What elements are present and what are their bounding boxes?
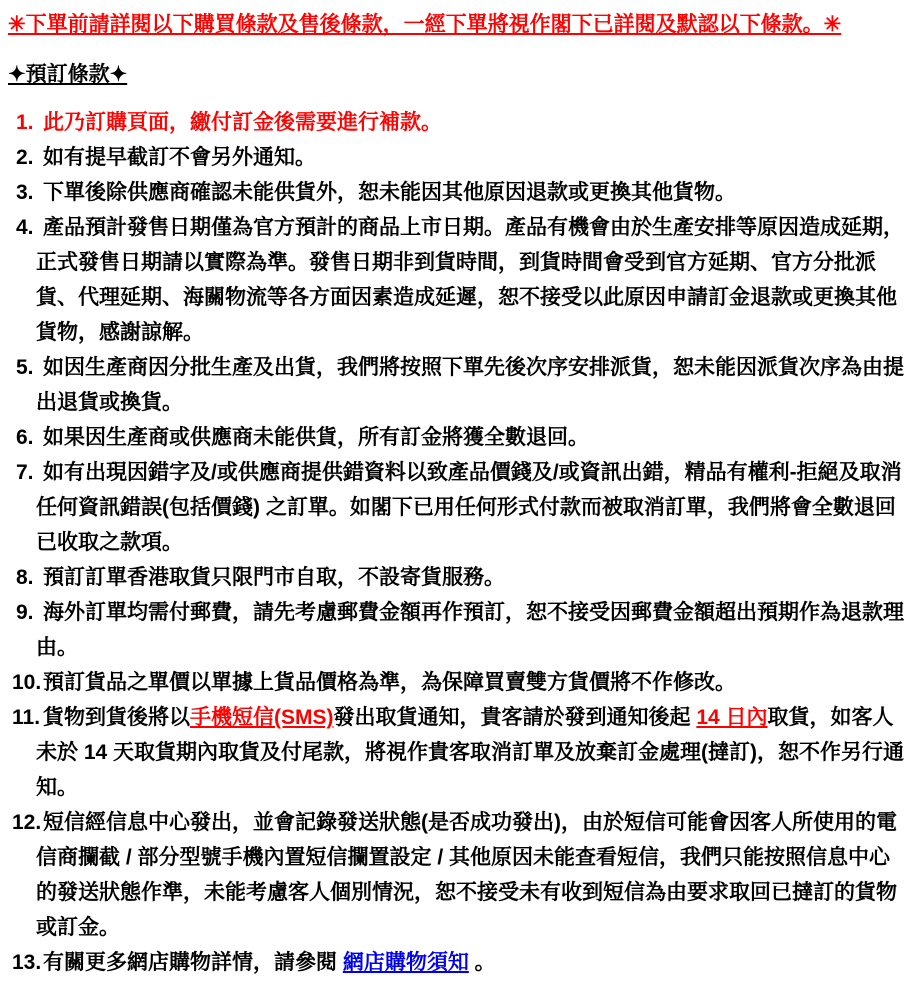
term-text: 預訂訂單香港取貨只限門市自取，不設寄貨服務。: [43, 566, 505, 589]
term-number: 13.: [12, 951, 42, 974]
term-text: 如果因生產商或供應商未能供貨，所有訂金將獲全數退回。: [43, 426, 589, 449]
pickup-deadline-highlight: 14 日內: [696, 706, 768, 729]
term-number: 3.: [16, 181, 34, 204]
term-number: 10.: [12, 671, 42, 694]
term-number: 12.: [12, 811, 42, 834]
term-text: 。: [468, 951, 496, 974]
term-text: 貨物到貨後將以: [43, 706, 190, 729]
term-item-13: [8, 945, 907, 980]
term-number: 4.: [16, 216, 34, 239]
term-number: 1.: [16, 111, 34, 134]
term-item-4: [8, 210, 907, 350]
term-text: 下單後除供應商確認未能供貨外，恕未能因其他原因退款或更換其他貨物。: [43, 181, 736, 204]
preorder-terms-section-title: ✦預訂條款✦: [8, 63, 128, 86]
term-item-5: [8, 350, 907, 420]
term-text: 如有提早截訂不會另外通知。: [43, 146, 316, 169]
term-item-11: [8, 700, 907, 805]
term-text: 產品預計發售日期僅為官方預計的商品上市日期。產品有機會由於生產安排等原因造成延期，正式發售日期請以實際為準。發售日期非到貨時間，到貨時間會受到官方延期、官方分批派貨、代理延期、海關物流等各方面因素造成延遲，恕不接受以此原因申請訂金退款或更換其他貨物，感謝諒解。: [36, 216, 904, 344]
section-title-row: [8, 58, 907, 105]
term-number: 7.: [16, 461, 34, 484]
sms-notice-highlight: 手機短信(SMS): [190, 706, 334, 729]
term-item-2: [8, 140, 907, 175]
term-text: 有關更多網店購物詳情，請參閱: [43, 951, 343, 974]
term-text: 預訂貨品之單價以單據上貨品價格為準，為保障買賣雙方貨價將不作修改。: [43, 671, 736, 694]
term-item-7: [8, 455, 907, 560]
term-number: 11.: [12, 706, 41, 729]
term-item-6: [8, 420, 907, 455]
term-text: 短信經信息中心發出，並會記錄發送狀態(是否成功發出)，由於短信可能會因客人所使用的電信商攔截 / 部分型號手機內置短信攔置設定 / 其他原因未能查看短信，我們只能按照信息中心的發送狀態作準，未能考慮客人個別情況，恕不接受未有收到短信為由要求取回已撻訂的貨物或訂金。: [36, 811, 897, 939]
term-number: 9.: [16, 601, 34, 624]
term-text: 此乃訂購頁面，繳付訂金後需要進行補款。: [43, 111, 442, 134]
shop-guide-link[interactable]: 網店購物須知: [342, 951, 469, 974]
term-number: 2.: [16, 146, 34, 169]
term-item-3: [8, 175, 907, 210]
term-number: 8.: [16, 566, 34, 589]
purchase-terms-warning-header: ✳下單前請詳閱以下購買條款及售後條款，一經下單將視作閣下已詳閱及默認以下條款。✳: [8, 13, 842, 36]
term-item-9: [8, 595, 907, 665]
term-text: 如因生產商因分批生產及出貨，我們將按照下單先後次序安排派貨，恕未能因派貨次序為由提出退貨或換貨。: [36, 356, 904, 414]
term-text: 海外訂單均需付郵費，請先考慮郵費金額再作預訂，恕不接受因郵費金額超出預期作為退款理由。: [36, 601, 904, 659]
term-text: 取貨，如客人未於 14 天取貨期內取貨及付尾款，將視作貴客取消訂單及放棄訂金處理(撻訂)，恕不作另行通知。: [36, 706, 905, 799]
term-number: 5.: [16, 356, 34, 379]
term-text: 發出取貨通知，貴客請於發到通知後起: [333, 706, 697, 729]
term-item-1: [8, 105, 907, 140]
term-item-12: [8, 805, 907, 945]
term-item-8: [8, 560, 907, 595]
terms-list: [8, 105, 907, 980]
term-number: 6.: [16, 426, 34, 449]
term-text: 如有出現因錯字及/或供應商提供錯資料以致產品價錢及/或資訊出錯，精品有權利-拒絕及取消任何資訊錯誤(包括價錢) 之訂單。如閣下已用任何形式付款而被取消訂單，我們將會全數退回已收取之款項。: [36, 461, 902, 554]
term-item-10: [8, 665, 907, 700]
